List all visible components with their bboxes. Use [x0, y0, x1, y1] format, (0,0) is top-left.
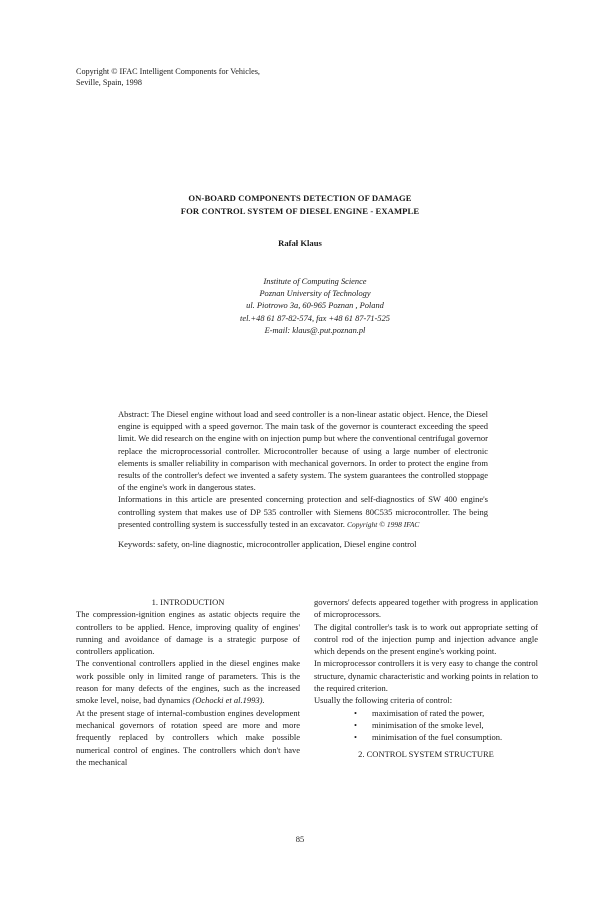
- author-affiliation: [0, 276, 600, 337]
- right-paragraph-1: governors' defects appeared together with progress in application of microprocessors.: [314, 597, 538, 620]
- author-name: Rafał Klaus: [278, 238, 322, 248]
- affiliation-address: ul. Piotrowo 3a, 60-965 Poznan , Poland: [246, 301, 384, 311]
- abstract: [118, 408, 488, 531]
- list-item: • maximisation of rated the power,: [354, 707, 538, 719]
- right-paragraph-4: Usually the following criteria of control:: [314, 695, 453, 706]
- abstract-paragraph-2-text: Informations in this article are presented concerning protection and self-diagnostics of SW 400 engine's controlling system that makes use of DP 535 controller with Siemens 80C535 microcontroller. The being presented controlling system is successfully tested in an excavator.: [118, 494, 488, 529]
- page-number: 85: [295, 834, 305, 844]
- affiliation-university: Poznan University of Technology: [259, 289, 371, 299]
- section-heading-control-system-structure: 2. CONTROL SYSTEM STRUCTURE: [358, 748, 494, 759]
- affiliation-phone-fax: tel.+48 61 87-82-574, fax +48 61 87-71-525: [240, 313, 390, 323]
- copyright-line-2: Seville, Spain, 1998: [76, 78, 142, 87]
- intro-paragraph-2: [76, 657, 300, 706]
- left-column: [76, 596, 300, 768]
- affiliation-institute: Institute of Computing Science: [263, 277, 367, 286]
- section-heading-introduction: 1. INTRODUCTION: [151, 597, 225, 607]
- intro-paragraph-2-text: The conventional controllers applied in the diesel engines make work possible only in limited range of parameters. This is the reason for many defects of the engines, such as the increased smoke level, noise, bad dynamics: [76, 658, 300, 706]
- copyright-notice: [76, 66, 260, 88]
- paper-title: [0, 192, 600, 217]
- list-item: • minimisation of the smoke level,: [354, 719, 538, 731]
- right-column: [314, 596, 538, 760]
- intro-citation: (Ochocki et al.1993).: [192, 695, 265, 706]
- right-paragraph-2: The digital controller's task is to work out appropriate setting of control rod of the injection pump and injection advance angle which depends on the present engine's working point.: [314, 621, 538, 657]
- abstract-copyright: Copyright © 1998 IFAC: [346, 519, 420, 529]
- title-line-1: ON-BOARD COMPONENTS DETECTION OF DAMAGE: [188, 193, 412, 203]
- keywords: Keywords: safety, on-line diagnostic, microcontroller application, Diesel engine control: [118, 539, 417, 549]
- intro-paragraph-1: The compression-ignition engines as astatic objects require the controllers to be applied. Hence, improving quality of engines' running and avoidance of damage is a strategic purpose of controllers application.: [76, 609, 300, 657]
- abstract-paragraph-1: Abstract: The Diesel engine without load and seed controller is a non-linear astatic object. Hence, the Diesel engine is equipped with a speed governor. The main task of the governor is counteract exceeding the speed limit. We did research on the engine with on injection pump but where the conventional centrifugal governor replace the microprocessorial controller. Microcontroller because of using a large number of electronic elements is smaller reliability in comparison with mechanical governors. In order to protect the engine from results of the controller's defect we invented a safety system. The system guarantees the controlled stoppage of the engine's work in dangerous states.: [118, 409, 488, 493]
- intro-paragraph-3: At the present stage of internal-combustion engines development mechanical governors of rotation speed are more and more frequently replaced by controllers which make possible numerical control of engines. The controllers which don't have the mechanical: [76, 707, 300, 767]
- title-line-2: FOR CONTROL SYSTEM OF DIESEL ENGINE - EXAMPLE: [180, 205, 420, 216]
- abstract-paragraph-2: [118, 493, 488, 531]
- control-criteria-list: [314, 707, 538, 744]
- right-paragraph-3: In microprocessor controllers it is very easy to change the control structure, dynamic characteristic and working points in relation to the required criterion.: [314, 658, 539, 694]
- affiliation-email: E-mail: klaus@.put.poznan.pl: [264, 325, 366, 335]
- list-item: • minimisation of the fuel consumption.: [354, 731, 538, 743]
- copyright-line-1: Copyright © IFAC Intelligent Components for Vehicles,: [76, 67, 260, 76]
